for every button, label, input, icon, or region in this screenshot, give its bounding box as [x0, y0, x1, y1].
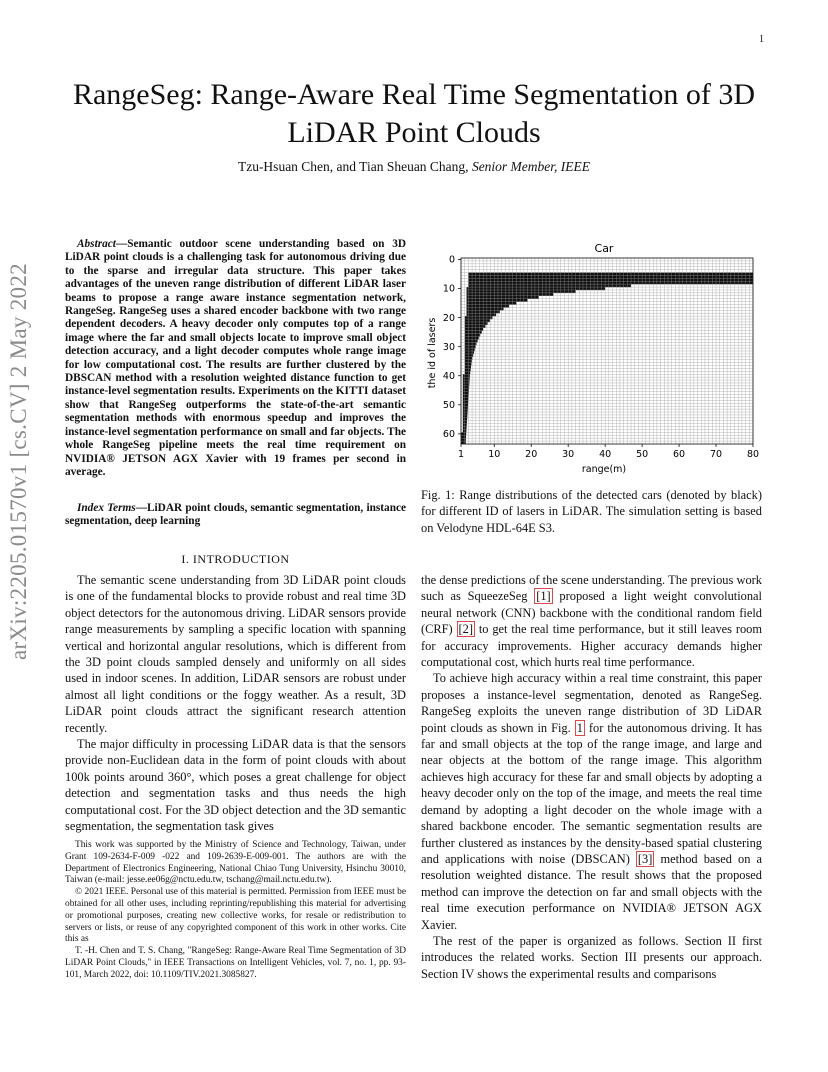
footnote-citation: T. -H. Chen and T. S. Chang, "RangeSeg: Range-Aware Real Time Segmentation of 3D LiDAR Point Clouds," in IEEE Transactions on Intelligent Vehicles, vol. 7, no. 1, pp. 93-101, March 2022, doi: 10.1109/TIV.2021.3085827. [65, 946, 406, 980]
x-axis-ticks [458, 444, 759, 460]
intro-right-column [421, 572, 762, 982]
y-axis-ticks [443, 255, 461, 440]
x-tick-label: 80 [746, 449, 760, 460]
occupied-cell-run [468, 281, 753, 284]
x-tick-label: 50 [636, 449, 649, 460]
paper-title: RangeSeg: Range-Aware Real Time Segmentation of 3D LiDAR Point Clouds [72, 78, 756, 149]
intro-paragraph: The semantic scene understanding from 3D LiDAR point clouds is one of the fundamental blocks to provide robust and real time 3D object detectors for the autonomous driving. LiDAR sensors provide range measurements by sampling a specific location with spanning vertical and horizontal angular resolutions, which is different from the 3D point clouds sampled densely and uniformly on all sides used in indoor scenes. In addition, LiDAR sensors are robust under almost all light conditions or the foggy weather. As a result, 3D LiDAR point clouds attract the significant research attention recently. [65, 573, 406, 735]
intro-paragraph: The major difficulty in processing LiDAR data is that the sensors provide non-Euclidean data in the form of point clouds with about 100k points around 360°, which poses a great challenge for object detection and segmentation tasks and thus needs the high computational cost. For the 3D object detection and the 3D semantic segmentation, the segmentation task gives [65, 737, 406, 834]
occupied-cell-run [465, 331, 482, 334]
footnote-copyright: © 2021 IEEE. Personal use of this material is permitted. Permission from IEEE must be obtained for all other uses, including reprinting/republishing this material for advertising or promotional purposes, creating new collective works, for resale or redistribution to servers or lists, or reuse of any copyrighted component of this work in other works. Cite this as [65, 887, 406, 945]
author-title: Senior Member, IEEE [471, 159, 591, 174]
occupied-cell-run [463, 389, 469, 392]
y-axis-label: the id of lasers [427, 317, 438, 389]
x-tick-label: 30 [562, 449, 575, 460]
x-tick-label: 10 [488, 449, 501, 460]
occupied-cell-run [463, 400, 468, 403]
y-tick-label: 0 [448, 254, 455, 266]
occupied-cell-run [465, 360, 472, 363]
occupied-cell-run [465, 371, 471, 374]
footnote-funding: This work was supported by the Ministry of Science and Technology, Taiwan, under Grant 109-2634-F-009 -022 and 109-2639-E-009-001. The authors are with the Department of Electronics Engineering, National Chiao Tung University, Hsinchu 30010, Taiwan (e-mail: jesse.ee06g@nctu.edu.tw, tschang@mail.nctu.edu.tw). [65, 840, 406, 886]
intro-paragraph [421, 670, 762, 933]
text-run: to get the real time performance, but it still leaves room for accuracy improvements. Higher accuracy demands higher computational cost, which hurts real time performance. [421, 622, 762, 670]
occupied-cell-run [461, 438, 466, 441]
citation-link[interactable]: [3] [637, 851, 653, 866]
occupied-cell-run [463, 418, 467, 421]
x-tick-label: 1 [457, 449, 465, 460]
y-tick-label: 30 [442, 341, 455, 353]
chart-cells [461, 273, 753, 445]
occupied-cell-run [465, 363, 472, 366]
occupied-cell-run [467, 290, 576, 293]
occupied-cell-run [461, 435, 466, 438]
x-tick-label: 20 [525, 449, 538, 460]
footnote [65, 840, 406, 982]
occupied-cell-run [465, 357, 473, 360]
text-run: for the autonomous driving. It has far and small objects at the top of the range image, and large and near objects at the bottom of the range image. This algorithm achieves high accuracy for these far and small objects by adopting a heavy decoder only on the top of the image, and meets the real time demand by adopting a light decoder on the whole image with a shared backbone encoder. The semantic segmentation results are further clustered as instances by the density-based spatial clustering and applications with noise (DBSCAN) [421, 720, 762, 866]
y-tick-label: 40 [442, 370, 455, 382]
occupied-cell-run [463, 421, 467, 424]
x-tick-label: 60 [673, 449, 686, 460]
abstract [65, 238, 406, 479]
citation-link[interactable]: [2] [458, 622, 473, 637]
occupied-cell-run [468, 278, 753, 281]
occupied-cell-run [463, 412, 468, 415]
occupied-cell-run [463, 395, 469, 398]
text-run: method based on a resolution weighted distance. The result shows that the proposed method can improve the detection on far and small objects with the real time execution performance on NVIDIA® JETSON AGX Xavier. [421, 851, 762, 932]
occupied-cell-run [463, 377, 470, 380]
index-terms [65, 502, 406, 529]
occupied-cell-run [463, 406, 468, 409]
y-tick-label: 20 [442, 312, 455, 324]
chart-svg [421, 238, 766, 480]
y-tick-label: 10 [442, 283, 455, 295]
index-lead: Index Terms [77, 502, 136, 514]
text-run: proposed a light weight convolutional neural network (CNN) backbone with the conditional random field (CRF) [421, 589, 762, 637]
occupied-cell-run [463, 386, 469, 389]
figure-caption: Fig. 1: Range distributions of the detected cars (denoted by black) for different ID of lasers in LiDAR. The simulation setting is based on Velodyne HDL-64E S3. [421, 488, 762, 535]
figure-car-range-chart [421, 238, 766, 480]
x-tick-label: 70 [709, 449, 723, 460]
abstract-text: —Semantic outdoor scene understanding based on 3D LiDAR point clouds is a challenging task for autonomous driving due to the sparse and irregular data structure. This paper takes advantages of the uneven range distribution of different LiDAR laser beams to propose a range aware instance segmentation network, RangeSeg. RangeSeg uses a shared encoder backbone with two range dependent decoders. A heavy decoder only computes top of a range image where the far and small objects locate to improve small object detection accuracy, and a light decoder computes whole range image for low computational cost. The results are further clustered by the DBSCAN method with a resolution weighted distance function to get instance-level segmentation results. Experiments on the KITTI dataset show that RangeSeg outperforms the state-of-the-art semantic segmentation methods with enormous speedup and improves the instance-level segmentation performance on small and far objects. The whole RangeSeg pipeline meets the real time requirement on NVIDIA® JETSON AGX Xavier with 19 frames per second in average. [65, 238, 406, 478]
x-tick-label: 40 [599, 449, 612, 460]
section-heading: I. INTRODUCTION [181, 552, 290, 566]
occupied-cell-run [463, 392, 469, 395]
occupied-cell-run [465, 342, 477, 345]
text-run: the dense predictions of the scene understanding. The previous work such as SqueezeSeg [421, 573, 762, 604]
intro-paragraph: The rest of the paper is organized as follows. Section II first introduces the related works. Section III presents our approach. Section IV shows the experimental results and comparisons [421, 933, 762, 981]
authors-line [60, 159, 768, 175]
occupied-cell-run [463, 374, 470, 377]
occupied-cell-run [465, 325, 486, 328]
occupied-cell-run [465, 316, 493, 319]
chart-title: Car [594, 242, 614, 255]
page-number: 1 [759, 34, 764, 45]
occupied-cell-run [465, 322, 488, 325]
occupied-cell-run [465, 334, 481, 337]
author-names: Tzu-Hsuan Chen, and Tian Sheuan Chang, [237, 159, 469, 174]
occupied-cell-run [468, 275, 753, 278]
occupied-cell-run [468, 273, 753, 276]
occupied-cell-run [465, 366, 471, 369]
occupied-cell-run [463, 403, 468, 406]
occupied-cell-run [465, 348, 475, 351]
arxiv-id: arXiv:2205.01570v1 [cs.CV] 2 May 2022 [6, 263, 31, 660]
y-tick-label: 50 [442, 399, 455, 411]
figure-link[interactable]: 1 [576, 720, 583, 735]
text-run: To achieve high accuracy within a real time constraint, this paper proposes a instance-level segmentation, denoted as RangeSeg. RangeSeg exploits the uneven range distribution of 3D LiDAR point clouds as shown in Fig. [421, 671, 762, 735]
abstract-lead: Abstract [77, 238, 116, 250]
index-text: —LiDAR point clouds, semantic segmentation, instance segmentation, deep learning [65, 502, 406, 528]
occupied-cell-run [461, 432, 466, 435]
occupied-cell-run [465, 351, 474, 354]
x-axis-label: range(m) [581, 464, 627, 475]
intro-paragraph [421, 572, 762, 670]
occupied-cell-run [467, 313, 497, 316]
occupied-cell-run [465, 336, 479, 339]
occupied-cell-run [463, 415, 467, 418]
occupied-cell-run [463, 409, 468, 412]
occupied-cell-run [465, 368, 471, 371]
occupied-cell-run [465, 328, 483, 331]
y-tick-label: 60 [442, 429, 455, 441]
occupied-cell-run [467, 287, 606, 290]
citation-link[interactable]: [1] [536, 589, 551, 604]
intro-left-column [65, 572, 406, 835]
occupied-cell-run [467, 305, 510, 308]
occupied-cell-run [465, 345, 476, 348]
occupied-cell-run [467, 296, 539, 299]
occupied-cell-run [463, 398, 469, 401]
